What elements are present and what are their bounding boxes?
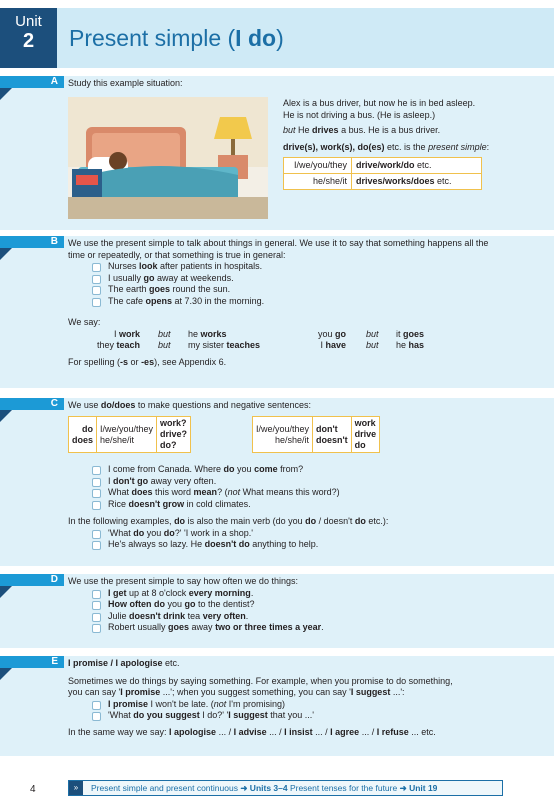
example-bullet: Rice doesn't grow in cold climates. <box>68 499 540 511</box>
section-d <box>0 574 554 648</box>
table-verbs: drive/work/do etc. <box>352 158 482 174</box>
page-footer <box>0 776 554 800</box>
story-line-1: Alex is a bus driver, but now he is in bed asleep. <box>283 98 476 108</box>
section-b-p1: We use the present simple to talk about things in general. We use it to say that something happens all the <box>68 238 489 248</box>
we-say: We say: <box>68 317 101 327</box>
section-a-intro: Study this example situation: <box>68 78 183 88</box>
example-bullet: 'What do you do?' 'I work in a shop.' <box>68 528 540 540</box>
example-bullet: 'What do you suggest I do?' 'I suggest that you ...' <box>68 710 540 722</box>
present-simple-table <box>283 157 482 190</box>
section-a <box>0 76 554 230</box>
main-verb-note: In the following examples, do is also the main verb (do you do / doesn't do etc.): <box>68 516 389 526</box>
title-band <box>57 8 554 68</box>
example-bullet: Nurses look after patients in hospitals. <box>68 261 540 273</box>
section-b <box>0 236 554 388</box>
section-b-p2: time or repeatedly, or that something is true in general: <box>68 249 286 260</box>
arrow-icon: ➜ <box>240 783 248 793</box>
double-chevron-icon: » <box>69 781 83 795</box>
section-e <box>0 656 554 756</box>
example-bullet: Robert usually goes away two or three times a year. <box>68 622 540 634</box>
table-verbs: drives/works/does etc. <box>352 174 482 190</box>
section-e-p2: you can say 'I promise ...'; when you suggest something, you can say 'I suggest ...': <box>68 687 405 697</box>
table-subject: he/she/it <box>284 174 352 190</box>
section-c <box>0 398 554 566</box>
section-letter-c: C <box>50 398 58 409</box>
cross-reference-bar <box>68 780 503 796</box>
example-bullet: I get up at 8 o'clock every morning. <box>68 588 540 600</box>
example-bullet: What does this word mean? (not What means this word?) <box>68 487 540 499</box>
spelling-note: For spelling (-s or -es), see Appendix 6. <box>68 356 227 367</box>
page-number: 4 <box>30 784 36 795</box>
unit-number: 2 <box>22 30 35 52</box>
forms-line: drive(s), work(s), do(es) etc. is the present simple: <box>283 141 490 152</box>
same-way-line: In the same way we say: I apologise ... / I advise ... / I insist ... / I agree ... / I refuse ... etc. <box>68 726 436 737</box>
unit-label: Unit <box>15 13 42 30</box>
example-bullet: How often do you go to the dentist? <box>68 599 540 611</box>
section-letter-a: A <box>50 76 58 87</box>
section-e-p1: Sometimes we do things by saying something. For example, when you promise to do something, <box>68 675 453 686</box>
section-letter-b: B <box>50 236 58 247</box>
story-line-3: but He drives a bus. He is a bus driver. <box>283 125 441 135</box>
arrow-icon: ➜ <box>399 783 407 793</box>
table-row <box>284 158 482 174</box>
section-letter-e: E <box>51 656 58 667</box>
example-bullet: I don't go away very often. <box>68 476 540 488</box>
example-bullet: I promise I won't be late. (not I'm promising) <box>68 699 540 711</box>
bus-driver-asleep-illustration <box>68 97 268 219</box>
section-d-intro: We use the present simple to say how often we do things: <box>68 576 298 586</box>
section-e-heading: I promise / I apologise etc. <box>68 658 180 668</box>
example-bullet: I come from Canada. Where do you come from? <box>68 464 540 476</box>
unit-badge <box>0 8 57 68</box>
question-table: do does I/we/you/they he/she/it work? drive? do? <box>68 416 191 453</box>
example-bullet: Julie doesn't drink tea very often. <box>68 611 540 623</box>
story-line-2: He is not driving a bus. (He is asleep.) <box>283 109 436 120</box>
example-bullet: He's always so lazy. He doesn't do anything to help. <box>68 539 540 551</box>
cross-reference-text[interactable]: Present simple and present continuous ➜ Units 3–4 Present tenses for the future ➜ Unit 19 <box>91 783 438 793</box>
example-bullet: I usually go away at weekends. <box>68 273 540 285</box>
negative-table: I/we/you/they he/she/it don't doesn't work drive do <box>252 416 380 453</box>
unit-header <box>0 0 554 68</box>
table-subject: I/we/you/they <box>284 158 352 174</box>
section-c-intro: We use do/does to make questions and negative sentences: <box>68 400 311 410</box>
section-letter-d: D <box>50 574 58 585</box>
table-row <box>284 174 482 190</box>
example-bullet: The earth goes round the sun. <box>68 284 540 296</box>
example-bullet: The cafe opens at 7.30 in the morning. <box>68 296 540 308</box>
we-say-grid: I work they teach but but he works my sister teaches you go I have but but it goes he has <box>96 328 425 350</box>
page-title: Present simple (I do) <box>69 25 284 51</box>
